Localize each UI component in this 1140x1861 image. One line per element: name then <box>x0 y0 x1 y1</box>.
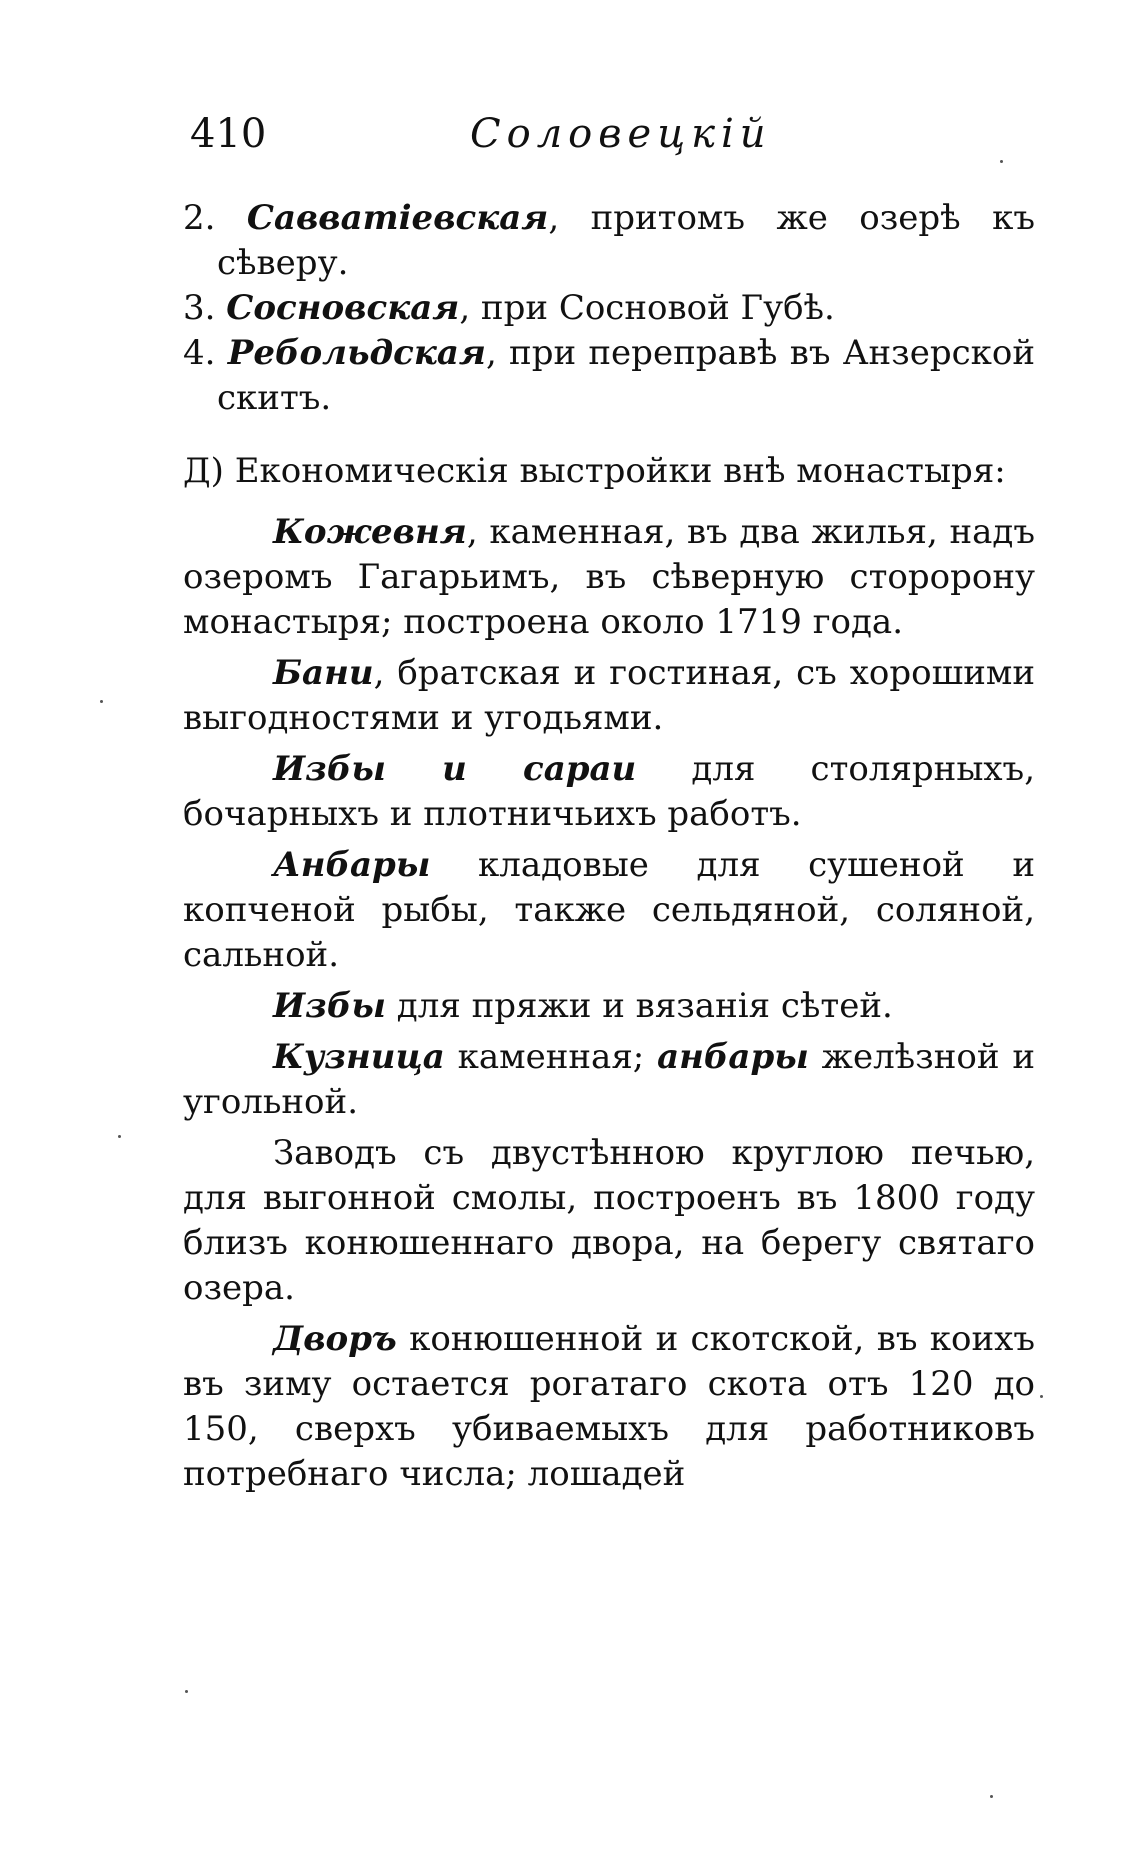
paragraph-name: Кузница <box>273 1037 445 1077</box>
list-item <box>183 331 1035 421</box>
paragraph-text: каменная; <box>444 1037 658 1077</box>
paragraph-name: Бани <box>273 653 374 693</box>
scan-speck <box>990 1795 993 1798</box>
paragraph-text: Заводъ съ двустѣнною круглою печью, для выгонной смолы, построенъ въ 1800 году близъ конюшеннаго двора, на берегу святаго озера. <box>183 1133 1035 1308</box>
list-item <box>183 196 1035 286</box>
list-item-name: Савватіевская <box>246 198 549 238</box>
paragraph-name: Кожевня <box>273 512 467 552</box>
paragraph <box>183 1317 1035 1497</box>
paragraph <box>183 843 1035 978</box>
paragraph-text: , каменная, въ два жилья, надъ озеромъ Гагарьимъ, въ сѣверную сторорону монастыря; построена около 1719 года. <box>183 512 1035 642</box>
paragraph-text-secondary: желѣзной и угольной. <box>183 1037 1035 1122</box>
paragraph-name: Избы и сараи <box>273 749 637 789</box>
list-item-number: 4. <box>183 333 216 373</box>
paragraph-text: для пряжи и вязанія сѣтей. <box>385 986 893 1026</box>
scan-speck <box>1000 160 1003 163</box>
list-item-text: , при Сосновой Губѣ. <box>459 288 835 328</box>
list-item-number: 2. <box>183 198 216 238</box>
scan-speck <box>100 700 103 703</box>
paragraph <box>183 651 1035 741</box>
paragraph-name: Дворъ <box>273 1319 397 1359</box>
scan-speck <box>185 1690 188 1693</box>
page-header <box>190 110 1040 170</box>
scan-speck <box>1040 1395 1043 1398</box>
running-title: Соловецкій <box>470 111 772 157</box>
paragraph-name: Анбары <box>273 845 431 885</box>
page-number: 410 <box>190 111 267 157</box>
list-item-text: , при переправѣ въ Анзерской скитъ. <box>217 333 1036 418</box>
paragraph <box>183 510 1035 645</box>
page-body <box>183 196 1035 1497</box>
scan-speck <box>118 1135 121 1138</box>
list-item-text: , притомъ же озерѣ къ сѣверу. <box>217 198 1035 283</box>
paragraph-name: Избы <box>273 986 386 1026</box>
paragraph-text: для столярныхъ, бочарныхъ и плотничьихъ работъ. <box>183 749 1035 834</box>
paragraph-name-secondary: анбары <box>657 1037 809 1077</box>
paragraph <box>183 1035 1035 1125</box>
list-item-name: Сосновская <box>226 288 460 328</box>
paragraph <box>183 1131 1035 1311</box>
paragraph-text: конюшенной и скотской, въ коихъ въ зиму остается рогатаго скота отъ 120 до 150, сверхъ убиваемыхъ для работниковъ потребнаго числа; лошадей <box>183 1319 1035 1494</box>
paragraph <box>183 747 1035 837</box>
list-item <box>183 286 1035 331</box>
paragraph <box>183 984 1035 1029</box>
list-item-name: Ребольдская <box>227 333 486 373</box>
paragraph-text: кладовые для сушеной и копченой рыбы, также сельдяной, соляной, сальной. <box>183 845 1035 975</box>
section-heading: Д) Економическія выстройки внѣ монастыря: <box>183 451 1006 491</box>
list-item-number: 3. <box>183 288 216 328</box>
paragraph-text: , братская и гостиная, съ хорошими выгодностями и угодьями. <box>183 653 1035 738</box>
